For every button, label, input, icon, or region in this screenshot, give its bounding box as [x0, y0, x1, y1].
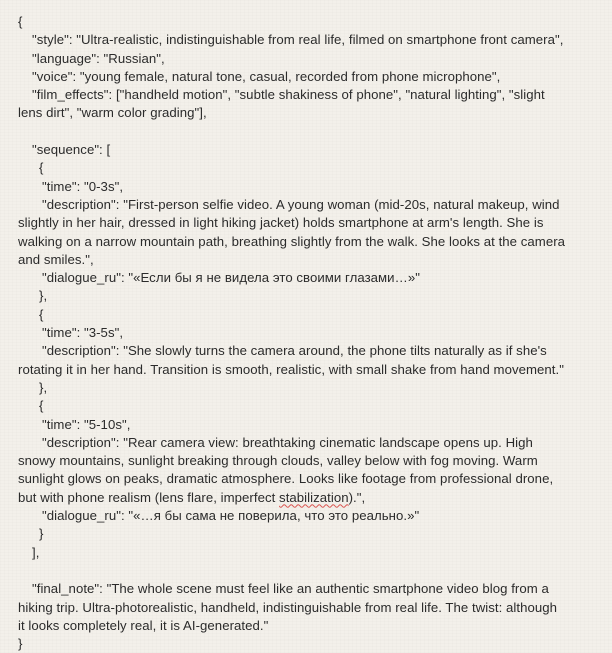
text-line: "dialogue_ru": "«…я бы сама не поверила, что это реально.»" — [42, 508, 420, 524]
text-line: { — [39, 160, 44, 176]
text-line: "dialogue_ru": "«Если бы я не видела это своими глазами…»" — [42, 270, 420, 286]
blank-line — [18, 562, 600, 580]
text-line: "language": "Russian", — [32, 50, 165, 66]
text-line — [18, 489, 600, 507]
text-line: }, — [39, 288, 48, 304]
text-line: "style": "Ultra-realistic, indistinguishable from real life, filmed on smartphone front camera", — [32, 32, 564, 48]
blank-line — [18, 123, 600, 141]
text-line: "description": "First-person selfie video. A young woman (mid-20s, natural makeup, wind — [42, 196, 560, 212]
text-line: { — [39, 306, 44, 322]
text-line: "sequence": [ — [32, 142, 111, 158]
text-line: } — [39, 526, 44, 542]
text-line: "description": "Rear camera view: breathtaking cinematic landscape opens up. High — [42, 434, 533, 450]
text-line: snowy mountains, sunlight breaking through clouds, valley below with fog moving. Warm — [18, 453, 538, 469]
text-line: hiking trip. Ultra-photorealistic, handheld, indistinguishable from real life. The twist: although — [18, 599, 558, 615]
text-line: { — [18, 14, 23, 29]
text-line: and smiles.", — [18, 251, 94, 267]
text-line: }, — [39, 379, 48, 395]
text-line: "time": "3-5s", — [42, 325, 124, 341]
text-line: rotating it in her hand. Transition is smooth, realistic, with small shake from hand movement." — [18, 361, 564, 377]
text-segment: but with phone realism (lens flare, imperfect — [18, 489, 280, 505]
text-line: it looks completely real, it is AI-generated." — [18, 617, 269, 633]
text-line: sunlight glows on peaks, dramatic atmosphere. Looks like footage from professional drone, — [18, 471, 554, 487]
text-line: } — [18, 636, 23, 652]
text-line: lens dirt", "warm color grading"], — [18, 105, 207, 121]
text-segment: ).", — [348, 489, 366, 505]
text-line: "voice": "young female, natural tone, casual, recorded from phone microphone", — [32, 68, 501, 84]
text-line: "description": "She slowly turns the camera around, the phone tilts naturally as if she's — [42, 343, 547, 359]
text-line: "time": "0-3s", — [42, 178, 124, 194]
misspelled-word: stabilization — [279, 489, 349, 505]
text-line: "final_note": "The whole scene must feel like an authentic smartphone video blog from a — [32, 581, 549, 597]
text-line: slightly in her hair, dressed in light hiking jacket) holds smartphone at arm's length. She is — [18, 215, 544, 231]
text-line: "film_effects": ["handheld motion", "subtle shakiness of phone", "natural lighting", "slight — [32, 87, 545, 103]
text-line: ], — [32, 544, 40, 560]
text-line: "time": "5-10s", — [42, 416, 131, 432]
text-line: walking on a narrow mountain path, breathing slightly from the walk. She looks at the camera — [18, 233, 566, 249]
text-line: { — [39, 398, 44, 414]
